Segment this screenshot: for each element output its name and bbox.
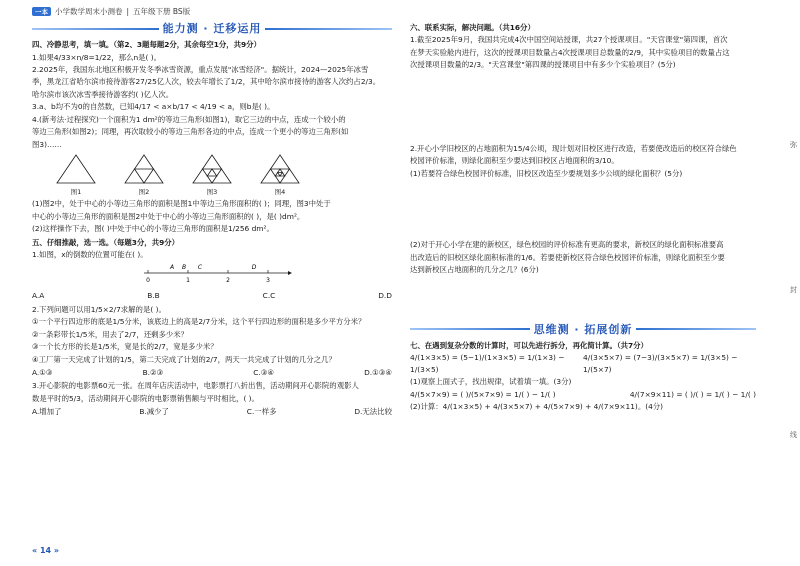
right-banner (410, 321, 756, 338)
example-2: 4/(3×5×7) = (7−3)/(3×5×7) = 1/(3×5) − 1/(5×7) (583, 353, 738, 374)
section4-q4-part2: (2)这样操作下去，图( )中处于中心的小等边三角形的面积是1/256 dm²。 (32, 224, 274, 234)
answer-space-1[interactable] (410, 72, 756, 142)
page-number-value: 14 (39, 546, 52, 555)
section5-q2-item3: ③一个长方形的长是1/5米，宽是长的2/7，宽是多少米？ (32, 342, 218, 352)
section5-q2-options (32, 367, 392, 378)
header-grade: 五年级下册 BS版 (133, 7, 191, 16)
left-banner-title: 能力测 · 迁移运用 (162, 22, 262, 35)
section6-q2-part1: (1)若要符合绿色校园评价标准，旧校区改造至少要规划多少公顷的绿化面积？(5分) (410, 168, 683, 178)
section5-q2: 2.下列问题可以用1/5×2/7求解的是( )。 (32, 304, 166, 314)
section5-q1: 1.如图，x的倒数的位置可能在( )。 (32, 250, 148, 260)
section6-q2-part2-line1: (2)对于开心小学在建的新校区，绿色校园的评价标准有更高的要求，新校区的绿化面积标准要高 (410, 240, 724, 250)
section4-q2-line1: 2.2025年，我国东北地区积极开发冬季冰雪资源，重点发展"冰雪经济"。据统计，2024—2025年冰雪 (32, 64, 369, 74)
point-b: B (181, 263, 187, 271)
number-line (142, 263, 392, 288)
section6-q2-line2: 校园评价标准，则绿化面积至少要达到旧校区占地面积的3/10。 (410, 156, 619, 166)
triangle-figures (56, 154, 392, 197)
option-d[interactable]: D.D (378, 291, 392, 301)
section7-part2: (2)计算：4/(1×3×5) + 4/(3×5×7) + 4/(5×7×9) + 4/(7×9×11)。(4分) (410, 402, 664, 412)
section7-title: 七、在遇到复杂分数的计算时，可以先进行拆分，再化简计算。（共7分） (410, 340, 648, 350)
section4-q4-line1: 4.(新考法·过程探究)一个面积为1 dm²的等边三角形(如图1)，取它三边的中点，连成一个较小的 (32, 114, 346, 124)
option-a[interactable]: A.增加了 (32, 407, 62, 417)
point-d: D (251, 263, 257, 271)
section4-q4-line3: 图3)…… (32, 139, 62, 149)
section6-title: 六、联系实际，解决问题。（共16分） (410, 23, 535, 32)
figure-1-label: 图1 (70, 188, 82, 197)
section7-part1-blanks (410, 389, 756, 400)
option-c[interactable]: C.③④ (253, 368, 275, 378)
right-column (410, 20, 756, 414)
option-b[interactable]: B.B (147, 291, 160, 301)
tick-0: 0 (146, 276, 150, 284)
section4-q3: 3.a、b均不为0的自然数，已知4/17 < a×b/17 < 4/19 < a，则b是( )。 (32, 102, 275, 112)
section5-q2-item1: ①一个平行四边形的底是1/5分米，该底边上的高是2/7分米，这个平行四边形的面积是多少平方分米？ (32, 317, 366, 327)
section5-q3-line2: 数是平时的5/3，活动期间开心影院的电影票销售额与平时相比，( )。 (32, 393, 259, 403)
section7-examples (410, 352, 756, 375)
answer-space-2[interactable] (410, 180, 756, 238)
tick-2: 2 (226, 276, 230, 284)
left-column (32, 20, 392, 420)
section5-q3-line1: 3.开心影院的电影票60元一张。在周年店庆活动中，电影票打八折出售，活动期间开心影院的观影人 (32, 381, 359, 391)
side-mark-2: 封 (790, 286, 797, 294)
section4-title: 四、冷静思考，填一填。（第2、3题每题2分，其余每空1分，共9分） (32, 40, 261, 50)
option-c[interactable]: C.C (262, 291, 276, 301)
section4-q2-line3: 哈尔滨市该次冰雪季接待游客约( )亿人次。 (32, 89, 174, 99)
page-header: 一本 小学数学周末小测卷 | 五年级下册 BS版 (32, 6, 190, 17)
tick-3: 3 (266, 276, 270, 284)
blank-row-b[interactable]: 4/(7×9×11) = ( )/( ) = 1/( ) − 1/( ) (629, 389, 756, 399)
option-b[interactable]: B.②③ (142, 368, 164, 378)
right-banner-title: 思维测 · 拓展创新 (533, 322, 633, 336)
tick-1: 1 (186, 276, 190, 284)
section6-q2-line1: 2.开心小学旧校区的占地面积为15/4公顷，现计划对旧校区进行改造，若要使改造后的校区符合绿色 (410, 143, 737, 153)
side-mark-3: 线 (790, 431, 797, 439)
figure-3-label: 图3 (206, 188, 218, 197)
answer-space-3[interactable] (410, 277, 756, 321)
section4-q1: 1.如果4/33×n/8=1/22，那么n是( )。 (32, 52, 162, 62)
section5-q2-item4: ④工厂第一天完成了计划的1/5，第二天完成了计划的2/7，两天一共完成了计划的几分之几？ (32, 354, 336, 364)
section5-q3-options (32, 406, 392, 417)
section4-q2-line2: 季，黑龙江省哈尔滨市接待游客27/25亿人次，较去年增长了1/2，其中哈尔滨市接待的游客人次约占2/3。 (32, 77, 381, 87)
option-a[interactable]: A.A (32, 291, 45, 301)
side-mark-1: 弥 (790, 141, 797, 149)
section6-q1-line2: 在梦天实验舱内进行，这次的授课项目数量占4次授课项目总数量的2/9，其中实验项目的数量占这 (410, 47, 730, 57)
section7-part1: (1)观察上面式子，找出规律，试着填一填。(3分) (410, 377, 572, 387)
publisher-logo: 一本 (32, 7, 51, 16)
left-banner (32, 20, 392, 37)
option-c[interactable]: C.一样多 (246, 407, 277, 417)
example-1: 4/(1×3×5) = (5−1)/(1×3×5) = 1/(1×3) − 1/(3×5) (410, 353, 565, 374)
section6-q2-part2-line2: 出改造后的旧校区绿化面积标准的1/6。若要使新校区符合绿色校园评价标准，则绿化面积至少要 (410, 252, 725, 262)
option-b[interactable]: B.减少了 (139, 407, 169, 417)
section6-q2-part2-line3: 达到新校区占地面积的几分之几？(6分) (410, 265, 539, 275)
figure-4-label: 图4 (274, 188, 286, 197)
figure-2-label: 图2 (138, 188, 150, 197)
section4-q4-part1-line1: (1)图2中，处于中心的小等边三角形的面积是图1中等边三角形面积的( )；同理，图3中处于 (32, 199, 331, 209)
section5-q1-options (32, 290, 392, 301)
figure-2 (124, 154, 164, 197)
option-d[interactable]: D.无法比较 (354, 407, 392, 417)
figure-3 (192, 154, 232, 197)
blank-row-a[interactable]: 4/(5×7×9) = ( )/(5×7×9) = 1/( ) − 1/( ) (410, 389, 556, 399)
section6-q1-line3: 次授课项目数量的2/3。"天宫课堂"第四课的授课项目中有多少个实验项目？(5分) (410, 60, 676, 70)
page-number: « 14 » (32, 546, 60, 555)
section5-title: 五、仔细推敲，选一选。（每题3分，共9分） (32, 237, 180, 247)
header-title: 小学数学周末小测卷 (55, 7, 123, 16)
section5-q2-item2: ②一条彩带长1/5米，用去了2/7，还剩多少米？ (32, 329, 189, 339)
section6-q1-line1: 1.截至2025年9月，我国共完成4次中国空间站授课，共27个授课项目。"天宫课堂"第四课，首次 (410, 35, 728, 45)
point-c: C (197, 263, 203, 271)
option-d[interactable]: D.①③④ (364, 368, 392, 378)
point-a: A (169, 263, 175, 271)
section4-q4-line2: 等边三角形(如图2)；同理，再次取较小的等边三角形各边的中点，连成一个更小的等边三角形(如 (32, 127, 349, 137)
figure-4 (260, 154, 300, 197)
figure-1 (56, 154, 96, 197)
section4-q4-part1-line2: 中心的小等边三角形的面积是图2中处于中心的小等边三角形面积的( )，是( )dm²。 (32, 211, 305, 221)
option-a[interactable]: A.①③ (32, 368, 53, 378)
